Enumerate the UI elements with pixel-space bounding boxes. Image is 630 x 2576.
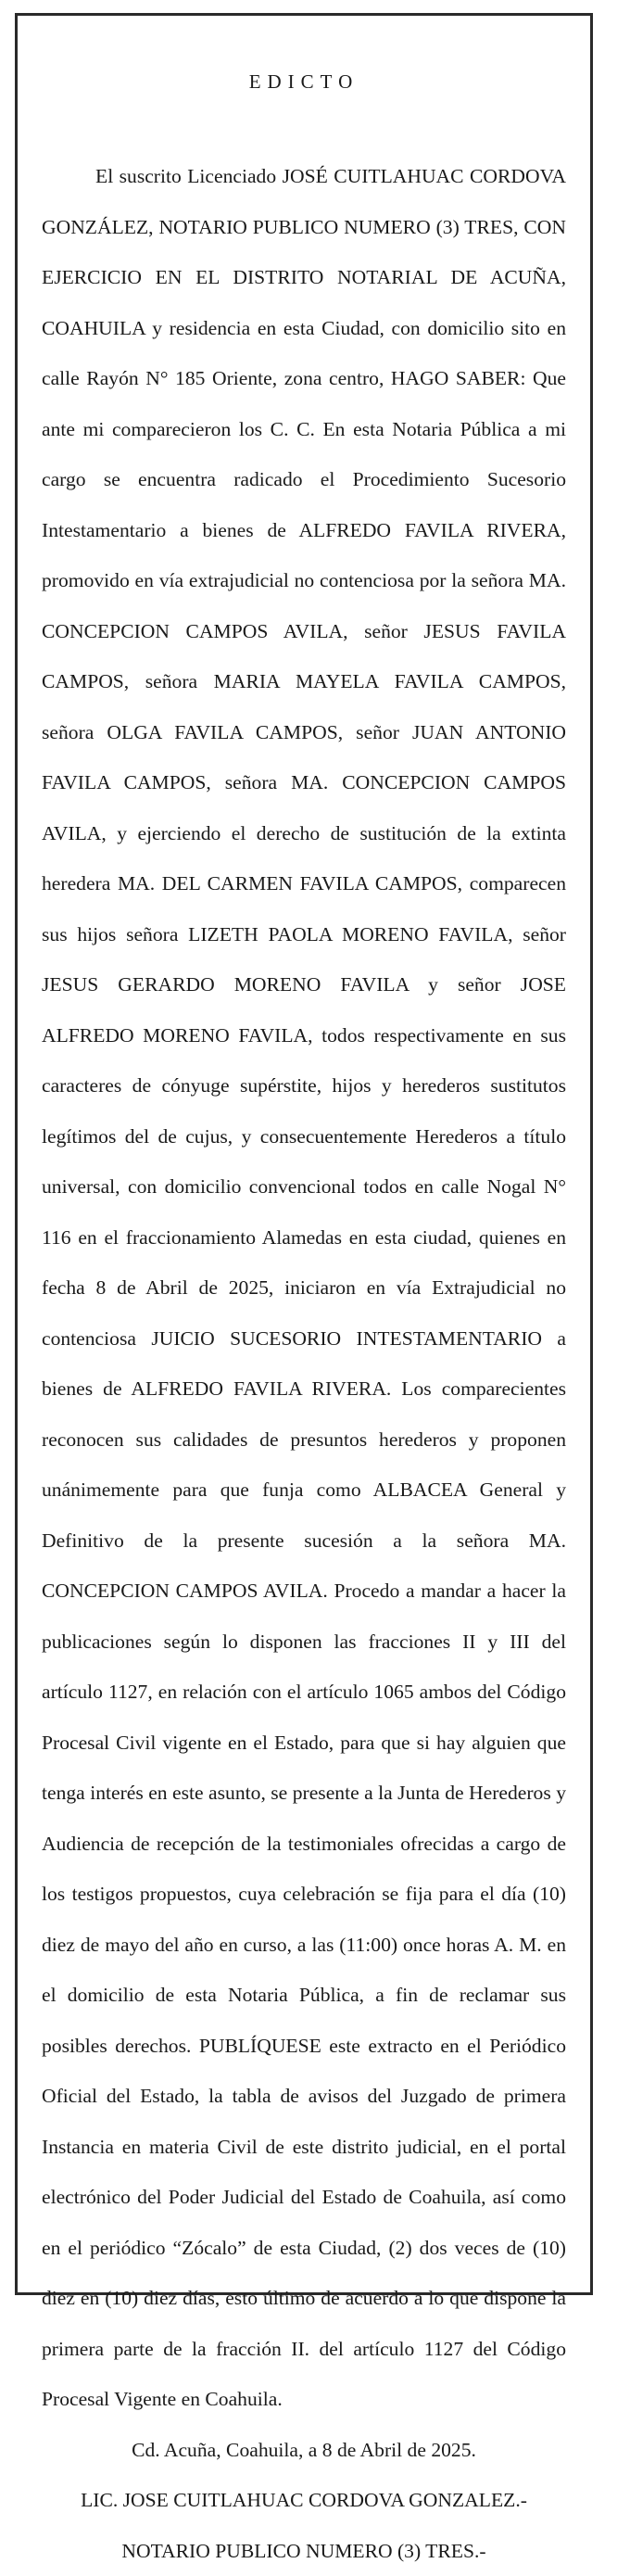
signatory-title: NOTARIO PUBLICO NUMERO (3) TRES.- xyxy=(42,2526,566,2576)
signatory-name: LIC. JOSE CUITLAHUAC CORDOVA GONZALEZ.- xyxy=(42,2475,566,2526)
edict-content xyxy=(18,16,590,2576)
edict-title: EDICTO xyxy=(42,68,566,95)
edict-body: El suscrito Licenciado JOSÉ CUITLAHUAC CORDOVA GONZÁLEZ, NOTARIO PUBLICO NUMERO (3) TRES, CON EJERCICIO EN EL DISTRITO NOTARIAL DE ACUÑA, COAHUILA y residencia en esta Ciudad, con domicilio sito en calle Rayón N° 185 Oriente, zona centro, HAGO SABER: Que ante mi comparecieron los C. C. En esta Notaria Pública a mi cargo se encuentra radicado el Procedimiento Sucesorio Intestamentario a bienes de ALFREDO FAVILA RIVERA, promovido en vía extrajudicial no contenciosa por la señora MA. CONCEPCION CAMPOS AVILA, señor JESUS FAVILA CAMPOS, señora MARIA MAYELA FAVILA CAMPOS, señora OLGA FAVILA CAMPOS, señor JUAN ANTONIO FAVILA CAMPOS, señora MA. CONCEPCION CAMPOS AVILA, y ejerciendo el derecho de sustitución de la extinta heredera MA. DEL CARMEN FAVILA CAMPOS, comparecen sus hijos señora LIZETH PAOLA MORENO FAVILA, señor JESUS GERARDO MORENO FAVILA y señor JOSE ALFREDO MORENO FAVILA, todos respectivamente en sus caracteres de cónyuge supérstite, hijos y herederos sustitutos legítimos del de cujus, y consecuentemente Herederos a título universal, con domicilio convencional todos en calle Nogal N° 116 en el fraccionamiento Alamedas en esta ciudad, quienes en fecha 8 de Abril de 2025, iniciaron en vía Extrajudicial no contenciosa JUICIO SUCESORIO INTESTAMENTARIO a bienes de ALFREDO FAVILA RIVERA. Los comparecientes reconocen sus calidades de presuntos herederos y proponen unánimemente para que funja como ALBACEA General y Definitivo de la presente sucesión a la señora MA. CONCEPCION CAMPOS AVILA. Procedo a mandar a hacer la publicaciones según lo disponen las fracciones II y III del artículo 1127, en relación con el artículo 1065 ambos del Código Procesal Civil vigente en el Estado, para que si hay alguien que tenga interés en este asunto, se presente a la Junta de Herederos y Audiencia de recepción de la testimoniales ofrecidas a cargo de los testigos propuestos, cuya celebración se fija para el día (10) diez de mayo del año en curso, a las (11:00) once horas A. M. en el domicilio de esta Notaria Pública, a fin de reclamar sus posibles derechos. PUBLÍQUESE este extracto en el Periódico Oficial del Estado, la tabla de avisos del Juzgado de primera Instancia en materia Civil de este distrito judicial, en el portal electrónico del Poder Judicial del Estado de Coahuila, así como en el periódico “Zócalo” de esta Ciudad, (2) dos veces de (10) diez en (10) diez días, esto último de acuerdo a lo que dispone la primera parte de la fracción II. del artículo 1127 del Código Procesal Vigente en Coahuila. xyxy=(42,151,566,2425)
place-date: Cd. Acuña, Coahuila, a 8 de Abril de 2025. xyxy=(42,2425,566,2476)
edict-frame xyxy=(15,13,593,2295)
